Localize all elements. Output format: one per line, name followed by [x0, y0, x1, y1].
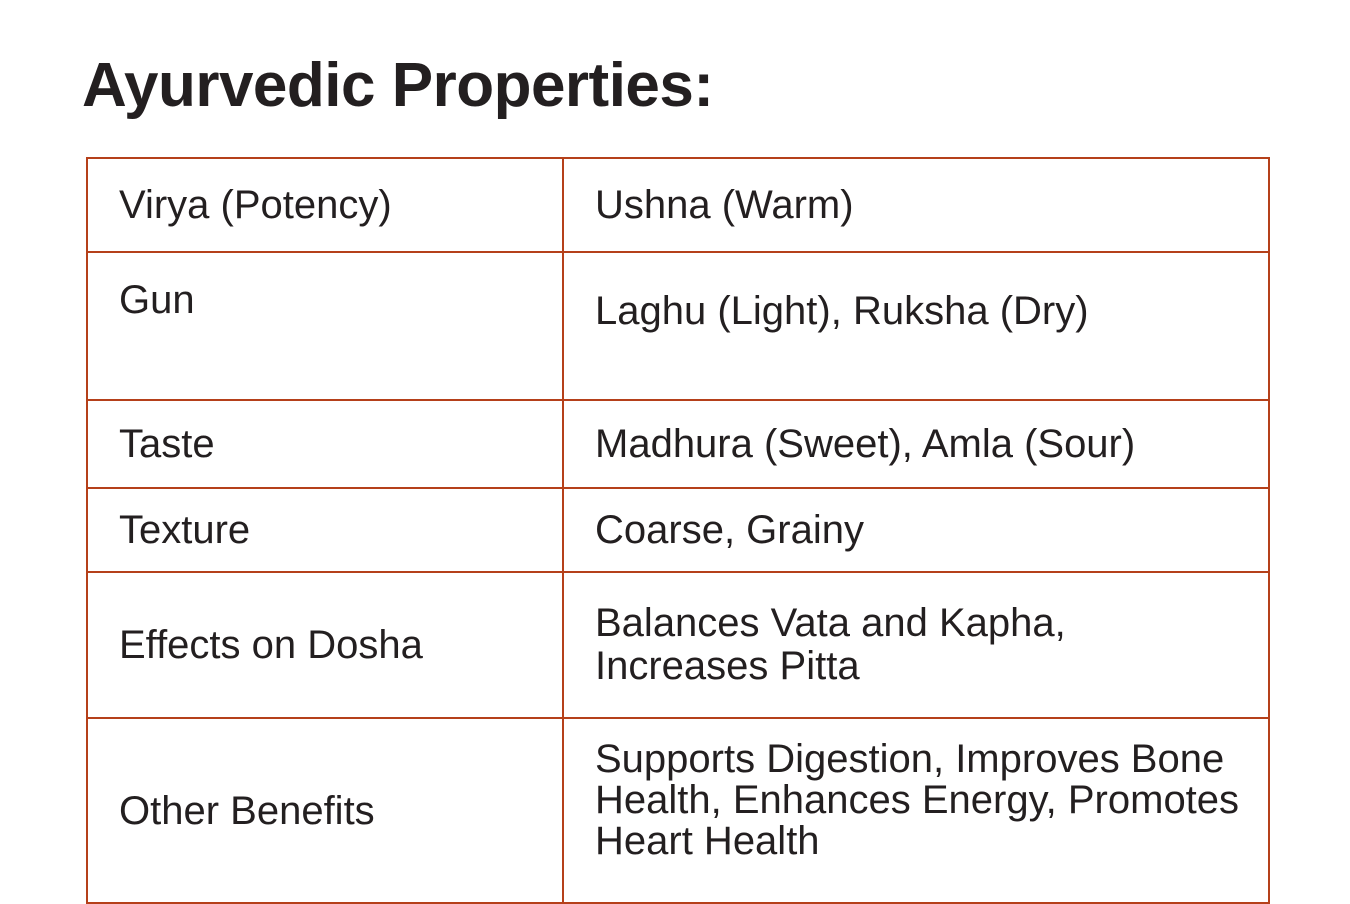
property-name-cell: Gun — [87, 252, 563, 400]
table-row — [87, 488, 1269, 572]
property-name-cell: Texture — [87, 488, 563, 572]
table-row — [87, 158, 1269, 252]
table-row — [87, 718, 1269, 903]
property-name-cell: Effects on Dosha — [87, 572, 563, 718]
table-row — [87, 400, 1269, 488]
property-name-cell: Taste — [87, 400, 563, 488]
property-name-cell: Virya (Potency) — [87, 158, 563, 252]
property-value-cell: Coarse, Grainy — [563, 488, 1269, 572]
table-row — [87, 572, 1269, 718]
property-value-cell: Ushna (Warm) — [563, 158, 1269, 252]
page-title: Ayurvedic Properties: — [82, 51, 714, 120]
property-value-cell: Supports Digestion, Improves Bone Health, Enhances Energy, Promotes Heart Health — [563, 718, 1269, 903]
ayurvedic-properties-table — [86, 157, 1270, 904]
table-row — [87, 252, 1269, 400]
property-value-cell: Madhura (Sweet), Amla (Sour) — [563, 400, 1269, 488]
property-name-cell: Other Benefits — [87, 718, 563, 903]
property-value-cell: Laghu (Light), Ruksha (Dry) — [563, 252, 1269, 400]
property-value-cell: Balances Vata and Kapha, Increases Pitta — [563, 572, 1269, 718]
